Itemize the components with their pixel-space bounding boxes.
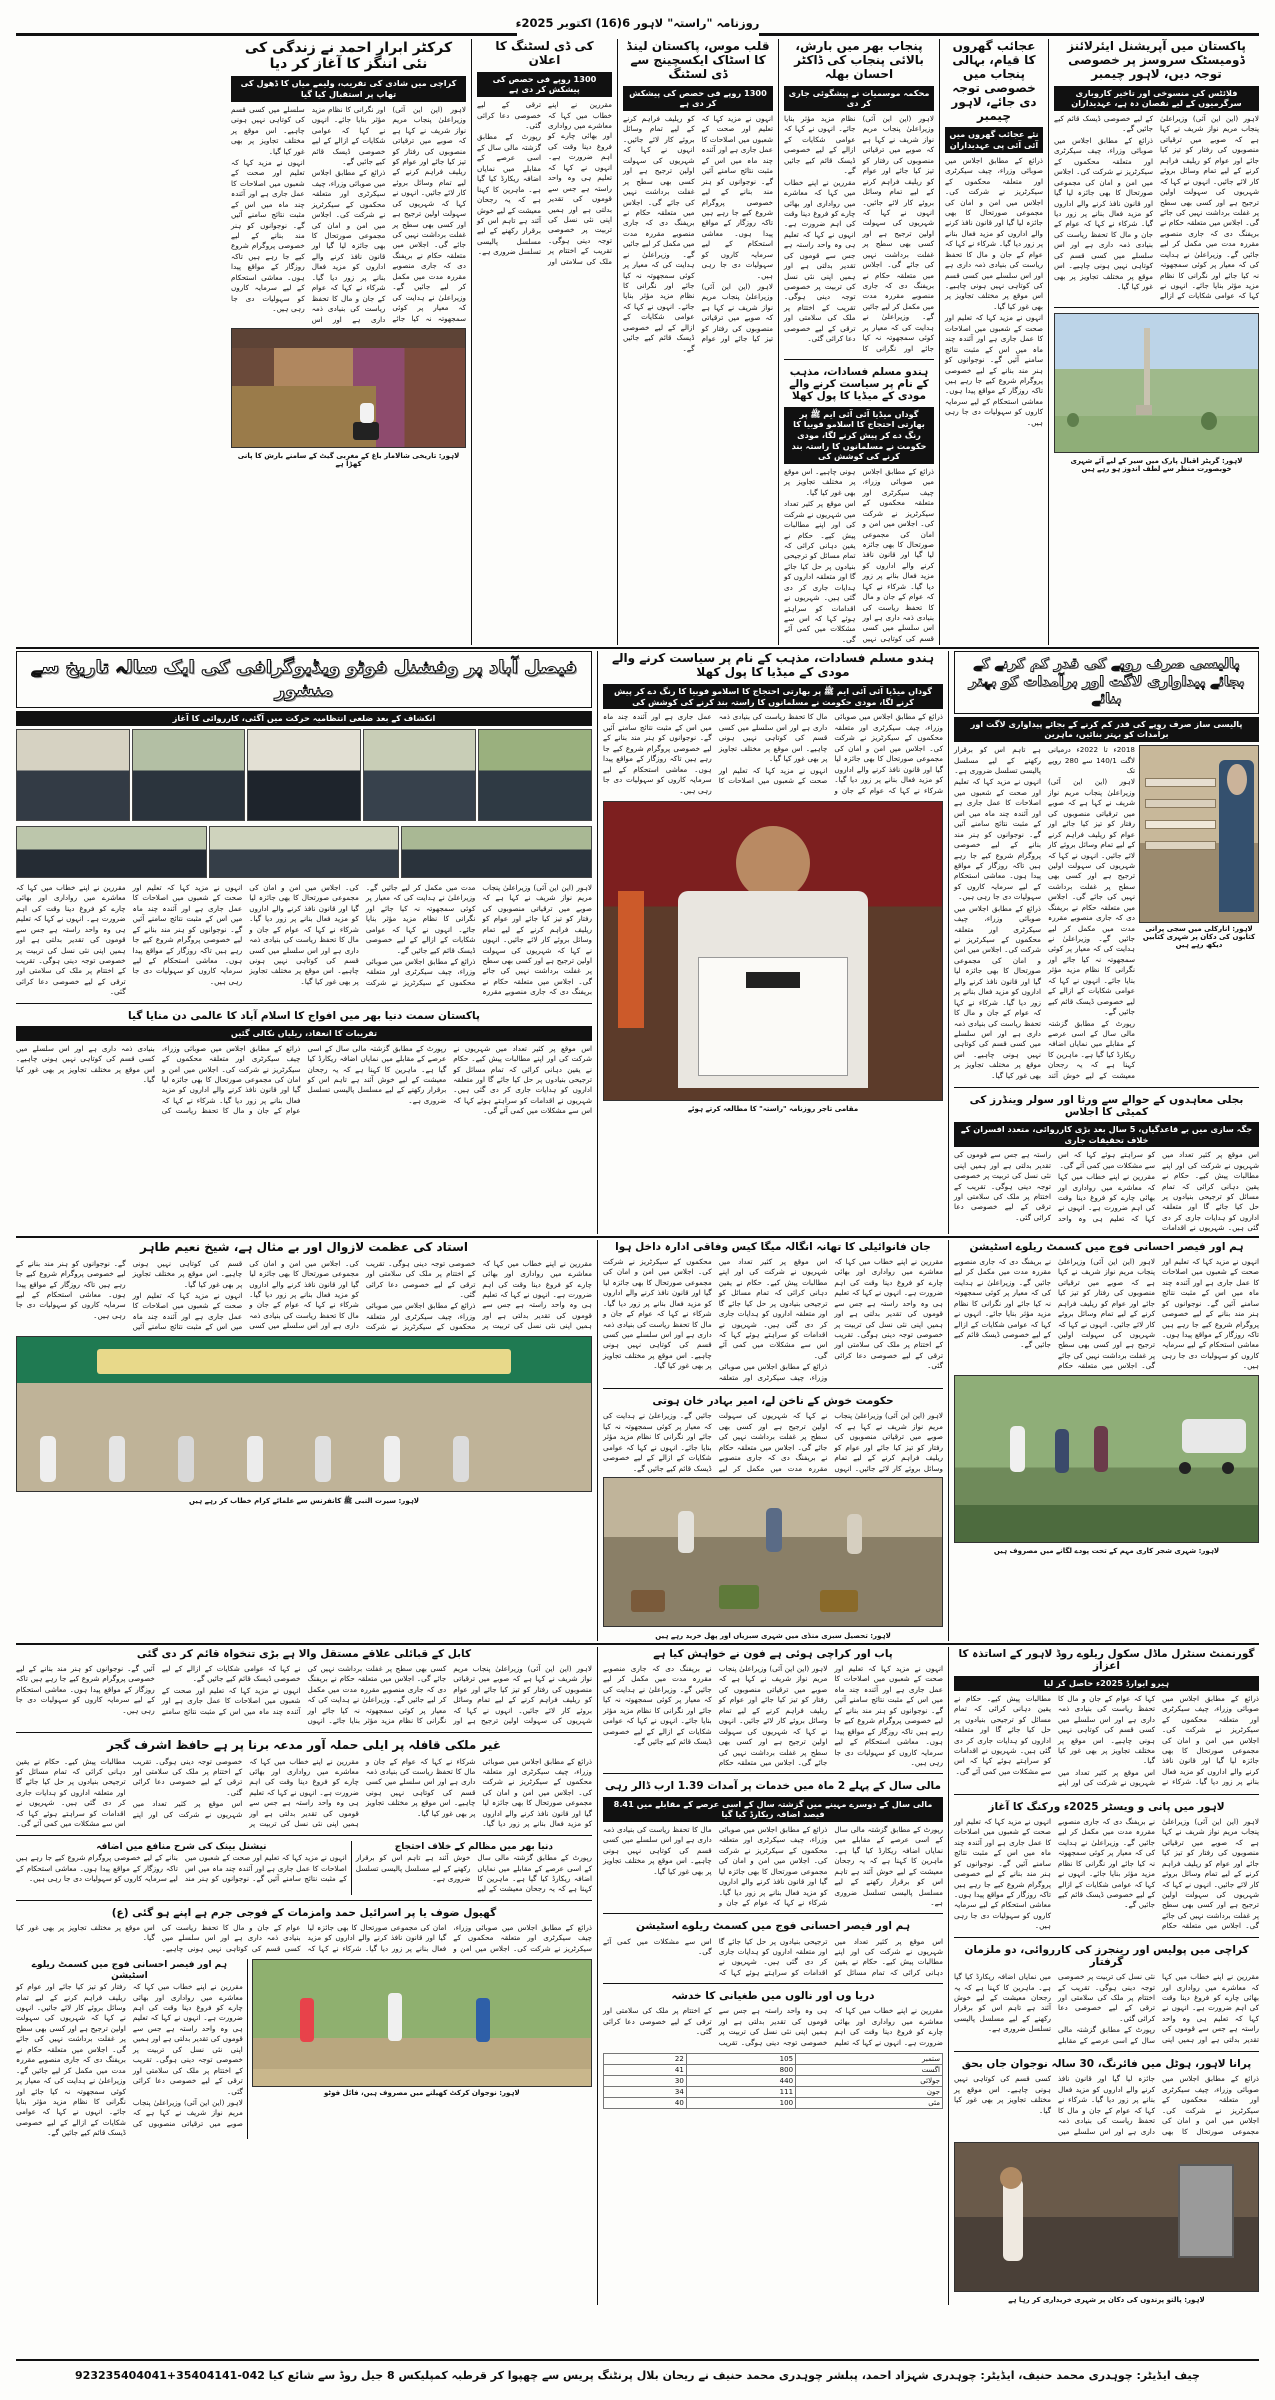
- article-paragraph: انہوں نے مزید کہا کہ تعلیم اور صحت کے شعبوں میں اصلاحات کا عمل جاری ہے اور آئندہ چند ماہ میں اس کے مثبت نتائج سامنے آئیں گے۔ نوجوانوں کو ہنر مند بنانے کے لیے خصوصی پروگرام شروع کیے جا رہے ہیں تاکہ روزگار کے مواقع پیدا ہوں۔ معاشی استحکام کے لیے سرمایہ کاروں کو سہولیات دی جا رہی ہیں۔: [16, 1853, 347, 1883]
- photo-caption: لاہور: گریٹر اقبال پارک میں سیر کے لیے آئے شہری خوبصورت منظر سے لطف اندوز ہو رہے ہیں: [1070, 457, 1243, 474]
- cell-pct: 40: [604, 2098, 687, 2109]
- column-separator: [778, 39, 779, 645]
- top-col-5: [945, 39, 1043, 645]
- article-paragraph: مقررین نے اپنے خطاب میں کہا کہ معاشرے میں رواداری اور بھائی چارے کو فروغ دینا وقت کی اہم ضرورت ہے۔ انہوں نے کہا کہ تعلیم ہی وہ واحد راستہ ہے جس سے قوموں کی تقدیر بدلتی ہے اور ہمیں اپنی نئی نسل کی تربیت پر خصوصی توجہ دینی ہوگی۔ تقریب کے اختتام پر ملک کی سلامتی اور ترقی کے لیے خصوصی دعا کرائی گئی۔: [365, 1258, 592, 1331]
- headline-policy-rupee[interactable]: پالیسی صرف روپے کی قدر کم کرنے کے بجائے پیداواری لاگت اور برآمدات کو بہتر بنائے: [968, 656, 1245, 708]
- top-col-6: [1054, 39, 1259, 645]
- article-body: [954, 1257, 1259, 1372]
- divider: [16, 1732, 592, 1733]
- article-paragraph: اس موقع پر کثیر تعداد میں شہریوں نے شرکت کی اور اپنے مطالبات پیش کیے۔ حکام نے یقین دہانی کرائی کہ تمام مسائل کو ترجیحی بنیادوں پر حل کیا جائے گا اور متعلقہ اداروں کو ہدایات جاری کر دی گئی ہیں۔ شہریوں نے اقدامات کو سراہتے ہوئے کہا کہ اس سے مشکلات میں کمی آئے گی۔: [1058, 1150, 1259, 1233]
- masthead-rule: [16, 33, 1259, 36]
- divider: [1054, 307, 1259, 308]
- sub-col-c: [16, 1959, 243, 2138]
- article-paragraph: ذرائع کے مطابق اجلاس میں صوبائی وزراء، چیف سیکرٹری اور متعلقہ محکموں کے سیکرٹریز نے شرکت کی۔ اجلاس میں امن و امان کی مجموعی صورتحال کا بھی جائزہ لیا گیا اور قانون نافذ کرنے والے اداروں کو مزید فعال بنانے پر زور دیا گیا۔ شرکاء نے کہا کہ عوام کے جان و مال کا تحفظ ریاست کی بنیادی ذمہ داری ہے اور اس سلسلے میں کسی قسم کی کوتاہی نہیں ہونی چاہیے۔ اس موقع پر مختلف تجاویز پر بھی غور کیا گیا۔: [16, 1043, 301, 1116]
- article-paragraph: رپورٹ کے مطابق گزشتہ مالی سال کے اسی عرصے کے مقابلے میں نمایاں اضافہ ریکارڈ کیا گیا ہے۔ ماہرین کا کہنا ہے کہ یہ رجحان معیشت کے لیے خوش آئند ہے تاہم اس کو برقرار رکھنے کے لیے مسلسل پالیسی تسلسل ضروری ہے۔: [954, 745, 1135, 1080]
- article-paragraph: لاہور (این این آئی) وزیراعلیٰ پنجاب مریم نواز شریف نے کہا ہے کہ صوبے میں ترقیاتی منصوبوں کی رفتار کو تیز کیا جائے اور عوام کو ریلیف فراہم کرنے کے لیے تمام وسائل بروئے کار لائے جائیں۔ انہوں نے کہا کہ شہریوں کی سہولت اولین ترجیح ہے اور کسی بھی سطح پر غفلت برداشت نہیں کی جائے گی۔ اجلاس میں متعلقہ حکام نے بریفنگ دی کہ جاری منصوبے مقررہ مدت میں مکمل کر لیے جائیں گے۔ وزیراعلیٰ نے ہدایت کی کہ معیار پر کوئی سمجھوتہ نہ کیا جائے اور نگرانی کا نظام مزید مؤثر بنایا جائے۔ انہوں نے کہا کہ عوامی شکایات کے ازالے کے لیے خصوصی ڈیسک قائم کیے جائیں گے۔: [365, 882, 592, 997]
- article-paragraph: ذرائع کے مطابق اجلاس میں صوبائی وزراء، چیف سیکرٹری اور متعلقہ محکموں کے سیکرٹریز نے شرکت کی۔ اجلاس میں امن و امان کی مجموعی صورتحال کا بھی جائزہ لیا گیا اور قانون نافذ کرنے والے اداروں کو مزید فعال بنانے پر زور دیا گیا۔ شرکاء نے کہا کہ عوام کے جان و مال کا تحفظ ریاست کی بنیادی ذمہ داری ہے اور اس سلسلے میں کسی قسم کی کوتاہی نہیں ہونی چاہیے۔ اس موقع پر مختلف تجاویز پر بھی غور کیا گیا۔: [1058, 1693, 1259, 1787]
- article-body: [603, 1664, 943, 1768]
- column-separator: [247, 1959, 248, 2138]
- headline-dunya[interactable]: دنیا بھر میں مظالم کے خلاف احتجاج: [394, 1841, 553, 1852]
- cell-value: 800: [686, 2065, 795, 2076]
- divider: [16, 1900, 592, 1901]
- article-body: [16, 1923, 592, 1954]
- article-paragraph: مقررین نے اپنے خطاب میں کہا کہ معاشرے میں رواداری اور بھائی چارے کو فروغ دینا وقت کی اہم ضرورت ہے۔ انہوں نے کہا کہ تعلیم ہی وہ واحد راستہ ہے جس سے قوموں کی تقدیر بدلتی ہے اور ہمیں اپنی نئی نسل کی تربیت پر خصوصی توجہ دینی ہوگی۔ تقریب کے اختتام پر ملک کی سلامتی اور ترقی کے لیے خصوصی دعا کرائی گئی۔: [132, 1756, 359, 1829]
- portrait-row-2: [16, 826, 592, 878]
- article-body: [784, 114, 934, 354]
- cell-month: مئی: [796, 2098, 943, 2109]
- photo-man-reading-newspaper: [603, 801, 943, 1101]
- fourth-band: [16, 1647, 1259, 2306]
- article-paragraph: لاہور (این این آئی) وزیراعلیٰ پنجاب مریم نواز شریف نے کہا ہے کہ صوبے میں ترقیاتی منصوبوں کی رفتار کو تیز کیا جائے اور عوام کو ریلیف فراہم کرنے کے لیے تمام وسائل بروئے کار لائے جائیں۔ انہوں نے کہا کہ شہریوں کی سہولت اولین ترجیح ہے اور کسی بھی سطح پر غفلت برداشت نہیں کی جائے گی۔ اجلاس میں متعلقہ حکام نے بریفنگ دی کہ جاری منصوبے مقررہ مدت میں مکمل کر لیے جائیں گے۔ وزیراعلیٰ نے ہدایت کی کہ معیار پر کوئی سمجھوتہ نہ کیا جائے اور نگرانی کا نظام مزید مؤثر بنایا جائے۔ انہوں نے کہا کہ عوامی شکایات کے ازالے کے لیے خصوصی ڈیسک قائم کیے جائیں گے۔: [1058, 1816, 1259, 1931]
- cell-month: جولائی: [796, 2076, 943, 2087]
- photo-seerat-conference: [16, 1336, 592, 1492]
- band4-col-left: [16, 1647, 592, 2306]
- headline-pakistan-world-day[interactable]: پاکستان سمت دنیا بھر میں افواج کا اسلام آباد کا عالمی دن منایا گیا: [128, 1009, 480, 1022]
- table-row: [604, 2076, 943, 2087]
- headline-tanzeem-2[interactable]: ہم اور فیصر احسانی فوج میں کسمٹ ریلوے اسٹیشن: [31, 1960, 228, 1981]
- divider: [954, 1794, 1259, 1795]
- band3-col-right: [954, 1240, 1259, 1641]
- sub-col-a: [356, 1841, 592, 1895]
- article-body: [477, 100, 612, 267]
- photo-street-scene: [954, 1375, 1259, 1543]
- article-body: [954, 1972, 1259, 2046]
- photo-caption: لاہور: تاریخی شالامار باغ کے مغربی گیٹ کے سامنے بارش کا پانی کھڑا ہے: [237, 452, 460, 469]
- cell-month: ستمبر: [796, 2054, 943, 2065]
- article-body: [954, 1817, 1259, 1932]
- article-paragraph: ذرائع کے مطابق اجلاس میں صوبائی وزراء، چیف سیکرٹری اور متعلقہ محکموں کے سیکرٹریز نے شرکت کی۔ اجلاس میں امن و امان کی مجموعی صورتحال کا بھی جائزہ لیا گیا اور قانون نافذ کرنے والے اداروں کو مزید فعال بنانے پر زور دیا گیا۔ شرکاء نے کہا کہ عوام کے جان و مال کا تحفظ ریاست کی بنیادی ذمہ داری ہے اور اس سلسلے میں کسی قسم کی کوتاہی نہیں ہونی چاہیے۔ اس موقع پر مختلف تجاویز پر بھی غور کیا گیا۔: [365, 1756, 592, 1829]
- article-paragraph: انہوں نے مزید کہا کہ تعلیم اور صحت کے شعبوں میں اصلاحات کا عمل جاری ہے اور آئندہ چند ماہ میں اس کے مثبت نتائج سامنے آئیں گے۔ نوجوانوں کو ہنر مند بنانے کے لیے خصوصی پروگرام شروع کیے جا رہے ہیں تاکہ روزگار کے مواقع پیدا ہوں۔ معاشی استحکام کے لیے سرمایہ کاروں کو سہولیات دی جا رہی ہیں۔: [954, 777, 1041, 902]
- band2-col-left: [16, 651, 592, 1233]
- policy-feature-box: [954, 651, 1259, 714]
- photo-caption: لاہور: پالتو پرندوں کی دکان پر شہری خریداری کر رہا ہے: [1008, 2296, 1205, 2305]
- headline-water-works[interactable]: لاہور میں پانی و ویسٹر 2025ء ورکنگ کا آغاز: [988, 1800, 1225, 1813]
- cell-month: اگست: [796, 2065, 943, 2076]
- article-paragraph: انہوں نے مزید کہا کہ تعلیم اور صحت کے شعبوں میں اصلاحات کا عمل جاری ہے اور آئندہ چند ماہ میں اس کے مثبت نتائج سامنے آئیں گے۔ نوجوانوں کو ہنر مند بنانے کے لیے خصوصی پروگرام شروع کیے جا رہے ہیں تاکہ روزگار کے مواقع پیدا ہوں۔ معاشی استحکام کے لیے سرمایہ کاروں کو سہولیات دی جا رہی ہیں۔: [603, 712, 828, 795]
- article-body: [356, 1853, 592, 1895]
- article-paragraph: انہوں نے مزید کہا کہ تعلیم اور صحت کے شعبوں میں اصلاحات کا عمل جاری ہے اور آئندہ چند ماہ میں اس کے مثبت نتائج سامنے آئیں گے۔ نوجوانوں کو ہنر مند بنانے کے لیے خصوصی پروگرام شروع کیے جا رہے ہیں تاکہ روزگار کے مواقع پیدا ہوں۔ معاشی استحکام کے لیے سرمایہ کاروں کو سہولیات دی جا رہی ہیں۔: [231, 157, 305, 314]
- photo-caption: لاہور: سیرت النبی ﷺ کانفرنس سے علمائے کرام خطاب کر رہے ہیں: [188, 1497, 420, 1506]
- headline-abrar-ahmed[interactable]: کرکٹر ابرار احمد نے زندگی کی نئی اننگز کا آغاز کر دیا: [244, 40, 453, 73]
- article-body: [603, 1937, 943, 1979]
- column-separator: [471, 39, 472, 645]
- cell-pct: 34: [604, 2087, 687, 2098]
- headline-pak-airlines[interactable]: پاکستان میں آپریشنل ایئرلائنز ڈومیسٹک سروسز پر خصوصی توجہ دیں، لاہور چیمبر: [1067, 39, 1246, 81]
- sports-photo-wrap: [252, 1959, 592, 2138]
- article-paragraph: انہوں نے مزید کہا کہ تعلیم اور صحت کے شعبوں میں اصلاحات کا عمل جاری ہے اور آئندہ چند ماہ میں اس کے مثبت نتائج سامنے آئیں گے۔ نوجوانوں کو ہنر مند بنانے کے لیے خصوصی پروگرام شروع کیے جا رہے ہیں تاکہ روزگار کے مواقع پیدا ہوں۔ معاشی استحکام کے لیے سرمایہ کاروں کو سہولیات دی جا رہی ہیں۔: [834, 1664, 943, 1767]
- table-row: [604, 2098, 943, 2109]
- article-paragraph: انہوں نے مزید کہا کہ تعلیم اور صحت کے شعبوں میں اصلاحات کا عمل جاری ہے اور آئندہ چند ماہ میں اس کے مثبت نتائج سامنے آئیں گے۔ نوجوانوں کو ہنر مند بنانے کے لیے خصوصی پروگرام شروع کیے جا رہے ہیں تاکہ روزگار کے مواقع پیدا ہوں۔ معاشی استحکام کے لیے سرمایہ کاروں کو سہولیات دی جا رہی ہیں۔: [954, 1816, 1051, 1931]
- article-paragraph: مقررین نے اپنے خطاب میں کہا کہ معاشرے میں رواداری اور بھائی چارے کو فروغ دینا وقت کی اہم ضرورت ہے۔ انہوں نے کہا کہ تعلیم ہی وہ واحد راستہ ہے جس سے قوموں کی تقدیر بدلتی ہے اور ہمیں اپنی نئی نسل کی تربیت پر خصوصی توجہ دینی ہوگی۔ تقریب کے اختتام پر ملک کی سلامتی اور ترقی کے لیے خصوصی دعا کرائی گئی۔: [784, 177, 856, 344]
- divider: [603, 1913, 943, 1914]
- strap-pak-airlines: فلائٹس کی منسوخی اور تاخیر کاروباری سرگرمیوں کے لیے نقصان دہ ہے، عہدیداران: [1054, 86, 1259, 111]
- band2-col-right: [954, 651, 1259, 1233]
- article-paragraph: مقررین نے اپنے خطاب میں کہا کہ معاشرے میں رواداری اور بھائی چارے کو فروغ دینا وقت کی اہم ضرورت ہے۔ انہوں نے کہا کہ تعلیم ہی وہ واحد راستہ ہے جس سے قوموں کی تقدیر بدلتی ہے اور ہمیں اپنی نئی نسل کی تربیت پر خصوصی توجہ دینی ہوگی۔ تقریب کے اختتام پر ملک کی سلامتی اور ترقی کے لیے خصوصی دعا کرائی گئی۔: [603, 2006, 943, 2047]
- article-paragraph: ذرائع کے مطابق اجلاس میں صوبائی وزراء، چیف سیکرٹری اور متعلقہ محکموں کے سیکرٹریز نے شرکت کی۔ اجلاس میں امن و امان کی مجموعی صورتحال کا بھی جائزہ لیا گیا اور قانون نافذ کرنے والے اداروں کو مزید فعال بنانے پر زور دیا گیا۔ شرکاء نے کہا کہ عوام کے جان و مال کا تحفظ ریاست کی بنیادی ذمہ داری ہے اور اس سلسلے میں کسی قسم کی کوتاہی نہیں ہونی چاہیے۔ اس موقع پر مختلف تجاویز پر بھی غور کیا گیا۔: [954, 2074, 1259, 2136]
- article-body: [945, 156, 1043, 429]
- top-band: [16, 39, 1259, 645]
- headline-stock-delisting[interactable]: قلب موس، پاکستان لینڈ کا اسٹاک ایکسچینج سے ڈی لسٹنگ: [626, 39, 770, 81]
- band2-col-centre: [603, 651, 943, 1233]
- portrait: [209, 826, 400, 878]
- article-body: [954, 1694, 1259, 1789]
- article-paragraph: انہوں نے مزید کہا کہ تعلیم اور صحت کے شعبوں میں اصلاحات کا عمل جاری ہے اور آئندہ چند ماہ میں اس کے مثبت نتائج سامنے آئیں گے۔ نوجوانوں کو ہنر مند بنانے کے لیے خصوصی پروگرام شروع کیے جا رہے ہیں تاکہ روزگار کے مواقع پیدا ہوں۔ معاشی استحکام کے لیے سرمایہ کاروں کو سہولیات دی جا رہی ہیں۔: [16, 1664, 301, 1716]
- portrait-row-1: [16, 729, 592, 821]
- article-body: [16, 883, 592, 998]
- article-paragraph: لاہور (این این آئی) وزیراعلیٰ پنجاب مریم نواز شریف نے کہا ہے کہ صوبے میں ترقیاتی منصوبوں کی رفتار کو تیز کیا جائے اور عوام کو ریلیف فراہم کرنے کے لیے تمام وسائل بروئے کار لائے جائیں۔ انہوں نے کہا کہ شہریوں کی سہولت اولین ترجیح ہے اور کسی بھی سطح پر غفلت برداشت نہیں کی جائے گی۔ اجلاس میں متعلقہ حکام نے بریفنگ دی کہ جاری منصوبے مقررہ مدت میں مکمل کر لیے جائیں گے۔ وزیراعلیٰ نے ہدایت کی کہ معیار پر کوئی سمجھوتہ نہ کیا جائے اور نگرانی کا نظام مزید مؤثر بنایا جائے۔ انہوں نے کہا کہ عوامی شکایات کے ازالے کے لیے خصوصی ڈیسک قائم کیے جائیں گے۔: [1048, 777, 1135, 1017]
- cell-month: جون: [796, 2087, 943, 2098]
- column-separator: [948, 651, 949, 1233]
- cell-pct: 30: [604, 2076, 687, 2087]
- strap-faisalabad-video: انکشاف کے بعد ضلعی انتظامیہ حرکت میں آگئی، کارروائی کا آغاز: [16, 711, 592, 726]
- headline-budget-services[interactable]: مالی سال کے پہلے 2 ماہ میں خدمات پر آمدات 1.39 ارب ڈالر رہی: [605, 1780, 941, 1793]
- article-paragraph: لاہور (این این آئی) وزیراعلیٰ پنجاب مریم نواز شریف نے کہا ہے کہ صوبے میں ترقیاتی منصوبوں کی رفتار کو تیز کیا جائے اور عوام کو ریلیف فراہم کرنے کے لیے تمام وسائل بروئے کار لائے جائیں۔ انہوں نے کہا کہ شہریوں کی سہولت اولین ترجیح ہے اور کسی بھی سطح پر غفلت برداشت نہیں کی جائے گی۔ اجلاس میں متعلقہ حکام نے بریفنگ دی کہ جاری منصوبے مقررہ مدت میں مکمل کر لیے جائیں گے۔ وزیراعلیٰ نے ہدایت کی کہ معیار پر کوئی سمجھوتہ نہ کیا جائے اور نگرانی کا نظام مزید مؤثر بنایا جائے۔ انہوں نے کہا کہ عوامی شکایات کے ازالے کے لیے خصوصی ڈیسک قائم کیے جائیں گے۔: [623, 114, 773, 353]
- portrait: [247, 729, 361, 821]
- headline-delisting-announce[interactable]: کی ڈی لسٹنگ کا اعلان: [495, 39, 594, 67]
- article-paragraph: اس موقع پر کثیر تعداد میں شہریوں نے شرکت کی اور اپنے مطالبات پیش کیے۔ حکام نے یقین دہانی کرائی کہ تمام مسائل کو ترجیحی بنیادوں پر حل کیا جائے گا اور متعلقہ اداروں کو ہدایات جاری کر دی گئی ہیں۔ شہریوں نے اقدامات کو سراہتے ہوئے کہا کہ اس سے مشکلات میں کمی آئے گی۔: [954, 1693, 1155, 1788]
- article-paragraph: لاہور (این این آئی) وزیراعلیٰ پنجاب مریم نواز شریف نے کہا ہے کہ صوبے میں ترقیاتی منصوبوں کی رفتار کو تیز کیا جائے اور عوام کو ریلیف فراہم کرنے کے لیے تمام وسائل بروئے کار لائے جائیں۔ انہوں نے کہا کہ شہریوں کی سہولت اولین ترجیح ہے اور کسی بھی سطح پر غفلت برداشت نہیں کی جائے گی۔ اجلاس میں متعلقہ حکام نے بریفنگ دی کہ جاری منصوبے مقررہ مدت میں مکمل کر لیے جائیں گے۔ وزیراعلیٰ نے ہدایت کی کہ معیار پر کوئی سمجھوتہ نہ کیا جائے اور نگرانی کا نظام مزید مؤثر بنایا جائے۔ انہوں نے کہا کہ عوامی شکایات کے ازالے کے لیے خصوصی ڈیسک قائم کیے جائیں گے۔: [16, 1982, 243, 2138]
- strap-pakistan-world-day: تقریبات کا انعقاد، ریلیاں نکالی گئیں: [16, 1026, 592, 1041]
- table-row: [604, 2065, 943, 2076]
- article-paragraph: مقررین نے اپنے خطاب میں کہا کہ معاشرے میں رواداری اور بھائی چارے کو فروغ دینا وقت کی اہم ضرورت ہے۔ انہوں نے کہا کہ تعلیم ہی وہ واحد راستہ ہے جس سے قوموں کی تقدیر بدلتی ہے اور ہمیں اپنی نئی نسل کی تربیت پر خصوصی توجہ دینی ہوگی۔ تقریب کے اختتام پر ملک کی سلامتی اور ترقی کے لیے خصوصی دعا کرائی گئی۔: [954, 1150, 1155, 1223]
- rule-left: [759, 33, 1260, 36]
- article-body: [603, 1257, 943, 1383]
- photo-caption: لاہور: انارکلی میں سجی پرانی کتابوں کی دکان پر شہری کتابیں دیکھ رہے ہیں: [1142, 924, 1256, 949]
- headline-hukumat[interactable]: حکومت خوش کے ناخن لے، امیر بہادر خان ہوتی: [652, 1395, 894, 1408]
- divider: [954, 1937, 1259, 1938]
- column-separator: [617, 39, 618, 645]
- article-paragraph: رپورٹ کے مطابق گزشتہ مالی سال کے اسی عرصے کے مقابلے میں نمایاں اضافہ ریکارڈ کیا گیا ہے۔ ماہرین کا کہنا ہے کہ یہ رجحان معیشت کے لیے خوش آئند ہے تاہم اس کو برقرار رکھنے کے لیے مسلسل پالیسی تسلسل ضروری ہے۔: [477, 132, 541, 257]
- band-divider: [16, 1643, 1259, 1645]
- article-body: [623, 114, 773, 354]
- cell-value: 105: [686, 2054, 795, 2065]
- photo-minar-pakistan: [1054, 313, 1259, 453]
- strap-hindu-muslim-centre: گوداں میڈیا آئی آئی ایم ﷺ پر بھارتی احتجاج کا اسلامو فوبیا کا رنگ دے کر پیش کرنے لگا، مودی حکومت نے مسلمانوں کا راستہ بند کرنے کی کوشش کی: [603, 684, 943, 709]
- article-body: [16, 1853, 347, 1885]
- article-paragraph: اس موقع پر کثیر تعداد میں شہریوں نے شرکت کی اور اپنے مطالبات پیش کیے۔ حکام نے یقین دہانی کرائی کہ تمام مسائل کو ترجیحی بنیادوں پر حل کیا جائے گا اور متعلقہ اداروں کو ہدایات جاری کر دی گئی ہیں۔ شہریوں نے اقدامات کو سراہتے ہوئے کہا کہ اس سے مشکلات میں کمی آئے گی۔: [784, 499, 856, 644]
- masthead: روزنامہ "راستہ" لاہور 6(16) اکتوبر 2025ء: [515, 16, 760, 30]
- article-paragraph: رپورٹ کے مطابق گزشتہ مالی سال کے اسی عرصے کے مقابلے میں نمایاں اضافہ ریکارڈ کیا گیا ہے۔ ماہرین کا کہنا ہے کہ یہ رجحان معیشت کے لیے خوش آئند ہے تاہم اس کو برقرار رکھنے کے لیے مسلسل پالیسی تسلسل ضروری ہے۔: [307, 1043, 447, 1105]
- article-paragraph: اس موقع پر کثیر تعداد میں شہریوں نے شرکت کی اور اپنے مطالبات پیش کیے۔ حکام نے یقین دہانی کرائی کہ تمام مسائل کو ترجیحی بنیادوں پر حل کیا جائے گا اور متعلقہ اداروں کو ہدایات جاری کر دی گئی ہیں۔ شہریوں نے اقدامات کو سراہتے ہوئے کہا کہ اس سے مشکلات میں کمی آئے گی۔: [16, 1756, 243, 1829]
- portrait: [16, 729, 130, 821]
- article-paragraph: مقررین نے اپنے خطاب میں کہا کہ معاشرے میں رواداری اور بھائی چارے کو فروغ دینا وقت کی اہم ضرورت ہے۔ انہوں نے کہا کہ تعلیم ہی وہ واحد راستہ ہے جس سے قوموں کی تقدیر بدلتی ہے اور ہمیں اپنی نئی نسل کی تربیت پر خصوصی توجہ دینی ہوگی۔ تقریب کے اختتام پر ملک کی سلامتی اور ترقی کے لیے خصوصی دعا کرائی گئی۔: [477, 100, 612, 266]
- sub-row: [16, 1841, 592, 1895]
- headline-kabul-convoy[interactable]: غیر ملکی قافلہ پر ایلی حملہ آور مدعہ برنا پر ہے حافظ اشرف گجر: [106, 1737, 502, 1752]
- article-body: [954, 2074, 1259, 2137]
- article-paragraph: ذرائع کے مطابق اجلاس میں صوبائی وزراء، چیف سیکرٹری اور متعلقہ محکموں کے سیکرٹریز نے شرکت کی۔ اجلاس میں امن و امان کی مجموعی صورتحال کا بھی جائزہ لیا گیا اور قانون نافذ کرنے والے اداروں کو مزید فعال بنانے پر زور دیا گیا۔ شرکاء نے کہا کہ عوام کے جان و مال کا تحفظ ریاست کی بنیادی ذمہ داری ہے اور اس سلسلے میں کسی قسم کی کوتاہی نہیں ہونی چاہیے۔ اس موقع پر مختلف تجاویز پر بھی غور کیا گیا۔: [249, 882, 476, 987]
- strap-hindu-muslim: گوداں میڈیا آئی آئی ایم ﷺ پر بھارتی احتجاج کا اسلامو فوبیا کا رنگ دے کر پیش کرنے لگا، مودی حکومت نے مسلمانوں کا راستہ بند کرنے کی کوشش کی: [784, 407, 934, 464]
- article-paragraph: انہوں نے مزید کہا کہ تعلیم اور صحت کے شعبوں میں اصلاحات کا عمل جاری ہے اور آئندہ چند ماہ میں اس کے مثبت نتائج سامنے آئیں گے۔ نوجوانوں کو ہنر مند بنانے کے لیے خصوصی پروگرام شروع کیے جا رہے ہیں تاکہ روزگار کے مواقع پیدا ہوں۔ معاشی استحکام کے لیے سرمایہ کاروں کو سہولیات دی جا رہی ہیں۔: [132, 882, 243, 986]
- top-col-3: [623, 39, 773, 645]
- strap-policy: پالیسی ساز صرف روپے کی قدر کم کرنے کے بجائے پیداواری لاگت اور برآمدات کو بہتر بنائیں، ماہرین: [954, 717, 1259, 742]
- article-paragraph: رپورٹ کے مطابق گزشتہ مالی سال کے اسی عرصے کے مقابلے میں نمایاں اضافہ ریکارڈ کیا گیا ہے۔ ماہرین کا کہنا ہے کہ یہ رجحان معیشت کے لیے خوش آئند ہے تاہم اس کو برقرار رکھنے کے لیے مسلسل پالیسی تسلسل ضروری ہے۔: [834, 1824, 943, 1907]
- article-paragraph: انہوں نے مزید کہا کہ تعلیم اور صحت کے شعبوں میں اصلاحات کا عمل جاری ہے اور آئندہ چند ماہ میں اس کے مثبت نتائج سامنے آئیں گے۔ نوجوانوں کو ہنر مند بنانے کے لیے خصوصی پروگرام شروع کیے جا رہے ہیں تاکہ روزگار کے مواقع پیدا ہوں۔ معاشی استحکام کے لیے سرمایہ کاروں کو سہولیات دی جا رہی ہیں۔: [1162, 1256, 1259, 1371]
- headline-karachi-police[interactable]: کراچی میں پولیس اور رینجرز کی کارروائی، دو ملزمان گرفتار: [964, 1943, 1249, 1968]
- divider: [603, 1388, 943, 1389]
- cell-pct: 41: [604, 2065, 687, 2076]
- headline-museums[interactable]: عجائب گھروں کا قیام، بہالی پنجاب میں خصوصی توجہ دی جائے، لاہور چیمبر: [951, 39, 1037, 123]
- article-body: [603, 1825, 943, 1909]
- portrait: [132, 729, 246, 821]
- article-paragraph: لاہور (این این آئی) وزیراعلیٰ پنجاب مریم نواز شریف نے کہا ہے کہ صوبے میں ترقیاتی منصوبوں کی رفتار کو تیز کیا جائے اور عوام کو ریلیف فراہم کرنے کے لیے تمام وسائل بروئے کار لائے جائیں۔ انہوں نے کہا کہ شہریوں کی سہولت اولین ترجیح ہے اور کسی بھی سطح پر غفلت برداشت نہیں کی جائے گی۔ اجلاس میں متعلقہ حکام نے بریفنگ دی کہ جاری منصوبے مقررہ مدت میں مکمل کر لیے جائیں گے۔ وزیراعلیٰ نے ہدایت کی کہ معیار پر کوئی سمجھوتہ نہ کیا جائے اور نگرانی کا نظام مزید مؤثر بنایا جائے۔ انہوں نے کہا کہ عوامی شکایات کے ازالے کے لیے خصوصی ڈیسک قائم کیے جائیں گے۔: [603, 1664, 828, 1767]
- article-body: [603, 712, 943, 796]
- column-separator: [597, 1647, 598, 2306]
- strap-gov-school: ہیرو ایوارڈ 2025ء حاصل کر لیا: [954, 1676, 1259, 1691]
- headline-old-lahore-firing[interactable]: پرانا لاہور، ہوٹل میں فائرنگ، 30 سالہ نوجوان جاں بحق: [961, 2058, 1252, 2071]
- article-paragraph: ذرائع کے مطابق اجلاس میں صوبائی وزراء، چیف سیکرٹری اور متعلقہ محکموں کے سیکرٹریز نے شرکت کی۔ اجلاس میں امن و امان کی مجموعی صورتحال کا بھی جائزہ لیا گیا اور قانون نافذ کرنے والے اداروں کو مزید فعال بنانے پر زور دیا گیا۔ شرکاء نے کہا کہ عوام کے جان و مال کا تحفظ ریاست کی بنیادی ذمہ داری ہے اور اس سلسلے میں کسی قسم کی کوتاہی نہیں ہونی چاہیے۔ اس موقع پر مختلف تجاویز پر بھی غور کیا گیا۔: [954, 903, 1041, 1080]
- article-body: [16, 1757, 592, 1830]
- strap-bujur: جگہ سازی میں بے قاعدگیاں، 5 سال بعد بڑی کارروائی، متعدد افسران کے خلاف تحقیقات جاری: [954, 1122, 1259, 1147]
- headline-court-notice[interactable]: جان فانوائیلی کا تھانہ انگالہ میگا کیس وفاقی ادارہ داخل ہوا: [615, 1240, 931, 1253]
- strap-museums: نئے عجائب گھروں میں آئی آئی پی عہدیداران: [945, 127, 1043, 152]
- strap-delisting: 1300 روپے فی حصص کی پیشکش کر دی ہے: [477, 72, 612, 97]
- article-body: [16, 1259, 592, 1333]
- headline-bujur[interactable]: بجلی معاہدوں کے حوالے سے ورثا اور سولر وینڈرز کی کمیٹی کا اجلاس: [969, 1093, 1244, 1118]
- headline-faisalabad-video[interactable]: فیصل آباد پر وفشنل فوٹو ویڈیوگرافی کی ایک سالہ تاریخ سے منشور: [30, 657, 578, 701]
- headline-ghazwa[interactable]: گھیول ضوف یا پر اسرائیل حمد وامزمات کے فوجی جرم ہے اپنے ہو گئی (ع): [111, 1906, 497, 1919]
- article-paragraph: رپورٹ کے مطابق گزشتہ مالی سال کے اسی عرصے کے مقابلے میں نمایاں اضافہ ریکارڈ کیا گیا ہے۔ ماہرین کا کہنا ہے کہ یہ رجحان معیشت کے لیے خوش آئند ہے تاہم اس کو برقرار رکھنے کے لیے مسلسل پالیسی تسلسل ضروری ہے۔: [954, 1972, 1155, 2045]
- third-band: [16, 1240, 1259, 1641]
- rule-right: [16, 33, 517, 36]
- divider: [954, 2051, 1259, 2052]
- article-paragraph: ذرائع کے مطابق اجلاس میں صوبائی وزراء، چیف سیکرٹری اور متعلقہ محکموں کے سیکرٹریز نے شرکت کی۔ اجلاس میں امن و امان کی مجموعی صورتحال کا بھی جائزہ لیا گیا اور قانون نافذ کرنے والے اداروں کو مزید فعال بنانے پر زور دیا گیا۔ شرکاء نے کہا کہ عوام کے جان و مال کا تحفظ ریاست کی بنیادی ذمہ داری ہے اور اس سلسلے میں کسی قسم کی کوتاہی نہیں ہونی چاہیے۔ اس موقع پر مختلف تجاویز پر بھی غور کیا گیا۔: [1054, 135, 1153, 292]
- headline-punjab-edu[interactable]: پاب اور کراچی ہوئی ہے فون نے خواہش کیا ہے: [653, 1647, 893, 1660]
- footer-imprint: چیف ایڈیٹر: چوہدری محمد حنیف، ایڈیٹر: چوہدری شہزاد احمد، پبلشر چوہدری محمد حنیف نے ریحان بلال پرنٹنگ پریس سے چھپوا کر قرطبہ کمپلیکس 8 جیل روڈ سے شائع کیا 042-35404141+923235404041: [75, 2369, 1200, 2382]
- strap-abrar-ahmed: کراچی میں شادی کی تقریب، ولیمے میاں کا ڈھول کی تھاپ پر استقبال کیا گیا: [231, 76, 466, 101]
- article-paragraph: ذرائع کے مطابق اجلاس میں صوبائی وزراء، چیف سیکرٹری اور متعلقہ محکموں کے سیکرٹریز نے شرکت کی۔ اجلاس میں امن و امان کی مجموعی صورتحال کا بھی جائزہ لیا گیا اور قانون نافذ کرنے والے اداروں کو مزید فعال بنانے پر زور دیا گیا۔ شرکاء نے کہا کہ عوام کے جان و مال کا تحفظ ریاست کی بنیادی ذمہ داری ہے اور اس سلسلے میں کسی قسم کی کوتاہی نہیں ہونی چاہیے۔ اس موقع پر مختلف تجاویز پر بھی غور کیا گیا۔: [784, 466, 934, 643]
- divider: [603, 1983, 943, 1984]
- band3-col-left: [16, 1240, 592, 1641]
- cell-value: 100: [686, 2098, 795, 2109]
- column-separator: [948, 1647, 949, 2306]
- table-row: [604, 2054, 943, 2065]
- divider: [954, 1087, 1259, 1088]
- portrait: [478, 729, 592, 821]
- article-paragraph: ذرائع کے مطابق اجلاس میں صوبائی وزراء، چیف سیکرٹری اور متعلقہ محکموں کے سیکرٹریز نے شرکت کی۔ اجلاس میں امن و امان کی مجموعی صورتحال کا بھی جائزہ لیا گیا اور قانون نافذ کرنے والے اداروں کو مزید فعال بنانے پر زور دیا گیا۔ شرکاء نے کہا کہ عوام کے جان و مال کا تحفظ ریاست کی بنیادی ذمہ داری ہے اور اس سلسلے میں کسی قسم کی کوتاہی نہیں ہونی چاہیے۔ اس موقع پر مختلف تجاویز پر بھی غور کیا گیا۔: [231, 104, 386, 324]
- top-col-1: [231, 39, 466, 645]
- footer: [16, 2359, 1259, 2382]
- article-paragraph: لاہور (این این آئی) وزیراعلیٰ پنجاب مریم نواز شریف نے کہا ہے کہ صوبے میں ترقیاتی منصوبوں کی رفتار کو تیز کیا جائے اور عوام کو ریلیف فراہم کرنے کے لیے تمام وسائل بروئے کار لائے جائیں۔ انہوں نے کہا کہ شہریوں کی سہولت اولین ترجیح ہے اور کسی بھی سطح پر غفلت برداشت نہیں کی جائے گی۔ اجلاس میں متعلقہ حکام نے بریفنگ دی کہ جاری منصوبے مقررہ مدت میں مکمل کر لیے جائیں گے۔ وزیراعلیٰ نے ہدایت کی کہ معیار پر کوئی سمجھوتہ نہ کیا جائے اور نگرانی کا نظام مزید مؤثر بنایا جائے۔ انہوں نے کہا کہ عوامی شکایات کے ازالے کے لیے خصوصی ڈیسک قائم کیے جائیں گے۔: [603, 1411, 943, 1473]
- article-paragraph: ذرائع کے مطابق اجلاس میں صوبائی وزراء، چیف سیکرٹری اور متعلقہ محکموں کے سیکرٹریز نے شرکت کی۔ اجلاس میں امن و امان کی مجموعی صورتحال کا بھی جائزہ لیا گیا اور قانون نافذ کرنے والے اداروں کو مزید فعال بنانے پر زور دیا گیا۔ شرکاء نے کہا کہ عوام کے جان و مال کا تحفظ ریاست کی بنیادی ذمہ داری ہے اور اس سلسلے میں کسی قسم کی کوتاہی نہیں ہونی چاہیے۔ اس موقع پر مختلف تجاویز پر بھی غور کیا گیا۔: [945, 155, 1043, 311]
- article-paragraph: مقررین نے اپنے خطاب میں کہا کہ معاشرے میں رواداری اور بھائی چارے کو فروغ دینا وقت کی اہم ضرورت ہے۔ انہوں نے کہا کہ تعلیم ہی وہ واحد راستہ ہے جس سے قوموں کی تقدیر بدلتی ہے اور ہمیں اپنی نئی نسل کی تربیت پر خصوصی توجہ دینی ہوگی۔ تقریب کے اختتام پر ملک کی سلامتی اور ترقی کے لیے خصوصی دعا کرائی گئی۔: [1058, 1972, 1259, 2044]
- article-body: [784, 467, 934, 645]
- photo-caption: لاہور: تحصیل سبزی منڈی میں شہری سبزیاں اور پھل خرید رہے ہیں: [655, 1631, 891, 1640]
- article-paragraph: ذرائع کے مطابق اجلاس میں صوبائی وزراء، چیف سیکرٹری اور متعلقہ محکموں کے سیکرٹریز نے شرکت کی۔ اجلاس میں امن و امان کی مجموعی صورتحال کا بھی جائزہ لیا گیا اور قانون نافذ کرنے والے اداروں کو مزید فعال بنانے پر زور دیا گیا۔ شرکاء نے کہا کہ عوام کے جان و مال کا تحفظ ریاست کی بنیادی ذمہ داری ہے اور اس سلسلے میں کسی قسم کی کوتاہی نہیں ہونی چاہیے۔ اس موقع پر مختلف تجاویز پر بھی غور کیا گیا۔: [16, 1922, 592, 1953]
- divider: [16, 1835, 592, 1836]
- band-divider: [16, 647, 1259, 649]
- article-paragraph: ذرائع کے مطابق اجلاس میں صوبائی وزراء، چیف سیکرٹری اور متعلقہ محکموں کے سیکرٹریز نے شرکت کی۔ اجلاس میں امن و امان کی مجموعی صورتحال کا بھی جائزہ لیا گیا اور قانون نافذ کرنے والے اداروں کو مزید فعال بنانے پر زور دیا گیا۔ شرکاء نے کہا کہ عوام کے جان و مال کا تحفظ ریاست کی بنیادی ذمہ داری ہے اور اس سلسلے میں کسی قسم کی کوتاہی نہیں ہونی چاہیے۔ اس موقع پر مختلف تجاویز پر بھی غور کیا گیا۔: [718, 712, 943, 795]
- article-paragraph: لاہور (این این آئی) وزیراعلیٰ پنجاب مریم نواز شریف نے کہا ہے کہ صوبے میں ترقیاتی منصوبوں کی رفتار کو تیز کیا جائے اور عوام کو ریلیف فراہم کرنے کے لیے تمام وسائل بروئے کار لائے جائیں۔ انہوں نے کہا کہ شہریوں کی سہولت اولین ترجیح ہے اور کسی بھی سطح پر غفلت برداشت نہیں کی جائے گی۔ اجلاس میں متعلقہ حکام نے بریفنگ دی کہ جاری منصوبے مقررہ مدت میں مکمل کر لیے جائیں گے۔ وزیراعلیٰ نے ہدایت کی کہ معیار پر کوئی سمجھوتہ نہ کیا جائے اور نگرانی کا نظام مزید مؤثر بنایا جائے۔ انہوں نے کہا کہ عوامی شکایات کے ازالے کے لیے خصوصی ڈیسک قائم کیے جائیں گے۔: [161, 1664, 592, 1726]
- photo-caption: مقامی تاجر روزنامہ "راستہ" کا مطالعہ کرتے ہوئے: [687, 1105, 859, 1114]
- headline-hindu-muslim-centre[interactable]: ہندو مسلم فسادات، مذہب کے نام پر سیاست کرنے والے مودی کے میڈیا کا پول کھلا: [611, 651, 934, 680]
- article-body: [954, 745, 1135, 1082]
- photo-vegetable-market: [603, 1477, 943, 1627]
- article-paragraph: 2018ء تا 2022ء درمیانی لاگت 140/1 سے 280 روپے تک: [1048, 745, 1136, 776]
- divider: [16, 1003, 592, 1004]
- second-band: [16, 651, 1259, 1233]
- photo-cricket-players: [252, 1959, 592, 2087]
- strap-punjab-rain: محکمہ موسمیات نے پیشگوئی جاری کر دی: [784, 86, 934, 111]
- article-paragraph: انہوں نے مزید کہا کہ تعلیم اور صحت کے شعبوں میں اصلاحات کا عمل جاری ہے اور آئندہ چند ماہ میں اس کے مثبت نتائج سامنے آئیں گے۔ نوجوانوں کو ہنر مند بنانے کے لیے خصوصی پروگرام شروع کیے جا رہے ہیں تاکہ روزگار کے مواقع پیدا ہوں۔ معاشی استحکام کے لیے سرمایہ کاروں کو سہولیات دی جا رہی ہیں۔: [945, 313, 1043, 427]
- article-paragraph: ذرائع کے مطابق اجلاس میں صوبائی وزراء، چیف سیکرٹری اور متعلقہ محکموں کے سیکرٹریز نے شرکت کی۔ اجلاس میں امن و امان کی مجموعی صورتحال کا بھی جائزہ لیا گیا اور قانون نافذ کرنے والے اداروں کو مزید فعال بنانے پر زور دیا گیا۔ شرکاء نے کہا کہ عوام کے جان و مال کا تحفظ ریاست کی بنیادی ذمہ داری ہے اور اس سلسلے میں کسی قسم کی کوتاہی نہیں ہونی چاہیے۔ اس موقع پر مختلف تجاویز پر بھی غور کیا گیا۔: [603, 1824, 828, 1907]
- footer-rule: [16, 2359, 1259, 2361]
- article-paragraph: اس موقع پر کثیر تعداد میں شہریوں نے شرکت کی اور اپنے مطالبات پیش کیے۔ حکام نے یقین دہانی کرائی کہ تمام مسائل کو ترجیحی بنیادوں پر حل کیا جائے گا اور متعلقہ اداروں کو ہدایات جاری کر دی گئی ہیں۔ شہریوں نے اقدامات کو سراہتے ہوئے کہا کہ اس سے مشکلات میں کمی آئے گی۔: [603, 1936, 943, 1977]
- top-col-2: [477, 39, 612, 645]
- photo-old-books-stall: [1139, 745, 1259, 923]
- stats-table: [603, 2053, 943, 2109]
- article-paragraph: رپورٹ کے مطابق گزشتہ مالی سال کے اسی عرصے کے مقابلے میں نمایاں اضافہ ریکارڈ کیا گیا ہے۔ ماہرین کا کہنا ہے کہ یہ رجحان معیشت کے لیے خوش آئند ہے تاہم اس کو برقرار رکھنے کے لیے مسلسل پالیسی تسلسل ضروری ہے۔: [355, 1853, 592, 1894]
- headline-ustaad[interactable]: استاد کی عظمت لازوال اور بے مثال ہے، شیخ نعیم طاہر: [140, 1239, 468, 1254]
- article-body: [603, 2006, 943, 2048]
- article-paragraph: ذرائع کے مطابق اجلاس میں صوبائی وزراء، چیف سیکرٹری اور متعلقہ محکموں کے سیکرٹریز نے شرکت کی۔ اجلاس میں امن و امان کی مجموعی صورتحال کا بھی جائزہ لیا گیا اور قانون نافذ کرنے والے اداروں کو مزید فعال بنانے پر زور دیا گیا۔ شرکاء نے کہا کہ عوام کے جان و مال کا تحفظ ریاست کی بنیادی ذمہ داری ہے اور اس سلسلے میں کسی قسم کی کوتاہی نہیں ہونی چاہیے۔ اس موقع پر مختلف تجاویز پر بھی غور کیا گیا۔: [603, 1256, 828, 1382]
- provincial-feature-box: [16, 651, 592, 708]
- bottom-photo-row: [16, 1959, 592, 2138]
- headline-tanzeem[interactable]: ہم اور فیصر احسانی فوج میں کسمٹ ریلوے اسٹیشن: [635, 1920, 911, 1933]
- photo-caption: لاہور: نوجوان کرکٹ کھیلنے میں مصروف ہیں، فائل فوٹو: [324, 2088, 520, 2097]
- article-paragraph: مقررین نے اپنے خطاب میں کہا کہ معاشرے میں رواداری اور بھائی چارے کو فروغ دینا وقت کی اہم ضرورت ہے۔ انہوں نے کہا کہ تعلیم ہی وہ واحد راستہ ہے جس سے قوموں کی تقدیر بدلتی ہے اور ہمیں اپنی نئی نسل کی تربیت پر خصوصی توجہ دینی ہوگی۔ تقریب کے اختتام پر ملک کی سلامتی اور ترقی کے لیے خصوصی دعا کرائی گئی۔: [16, 882, 126, 997]
- article-paragraph: اس موقع پر کثیر تعداد میں شہریوں نے شرکت کی اور اپنے مطالبات پیش کیے۔ حکام نے یقین دہانی کرائی کہ تمام مسائل کو ترجیحی بنیادوں پر حل کیا جائے گا اور متعلقہ اداروں کو ہدایات جاری کر دی گئی ہیں۔ شہریوں نے اقدامات کو سراہتے ہوئے کہا کہ اس سے مشکلات میں کمی آئے گی۔: [718, 1256, 828, 1360]
- article-body: [954, 1150, 1259, 1234]
- strap-budget-services: مالی سال کے دوسرے مہینے میں گزشتہ سال کے اسی عرصے کے مقابلے میں 8.41 فیصد اضافہ ریکارڈ کیا گیا: [603, 1797, 943, 1822]
- portrait: [401, 826, 592, 878]
- portrait: [363, 729, 477, 821]
- article-paragraph: لاہور (این این آئی) وزیراعلیٰ پنجاب مریم نواز شریف نے کہا ہے کہ صوبے میں ترقیاتی منصوبوں کی رفتار کو تیز کیا جائے اور عوام کو ریلیف فراہم کرنے کے لیے تمام وسائل بروئے کار لائے جائیں۔ انہوں نے کہا کہ شہریوں کی سہولت اولین ترجیح ہے اور کسی بھی سطح پر غفلت برداشت نہیں کی جائے گی۔ اجلاس میں متعلقہ حکام نے بریفنگ دی کہ جاری منصوبے مقررہ مدت میں مکمل کر لیے جائیں گے۔ وزیراعلیٰ نے ہدایت کی کہ معیار پر کوئی سمجھوتہ نہ کیا جائے اور نگرانی کا نظام مزید مؤثر بنایا جائے۔ انہوں نے کہا کہ عوامی شکایات کے ازالے کے لیے خصوصی ڈیسک قائم کیے جائیں گے۔: [311, 104, 466, 323]
- photo-shalimar-flooded-street: [231, 328, 466, 448]
- article-paragraph: مقررین نے اپنے خطاب میں کہا کہ معاشرے میں رواداری اور بھائی چارے کو فروغ دینا وقت کی اہم ضرورت ہے۔ انہوں نے کہا کہ تعلیم ہی وہ واحد راستہ ہے جس سے قوموں کی تقدیر بدلتی ہے اور ہمیں اپنی نئی نسل کی تربیت پر خصوصی توجہ دینی ہوگی۔ تقریب کے اختتام پر ملک کی سلامتی اور ترقی کے لیے خصوصی دعا کرائی گئی۔: [834, 1256, 943, 1371]
- article-paragraph: ذرائع کے مطابق اجلاس میں صوبائی وزراء، چیف سیکرٹری اور متعلقہ محکموں کے سیکرٹریز نے شرکت کی۔ اجلاس میں امن و امان کی مجموعی صورتحال کا بھی جائزہ لیا گیا اور قانون نافذ کرنے والے اداروں کو مزید فعال بنانے پر زور دیا گیا۔ شرکاء نے کہا کہ عوام کے جان و مال کا تحفظ ریاست کی بنیادی ذمہ داری ہے اور اس سلسلے میں کسی قسم کی کوتاہی نہیں ہونی چاہیے۔ اس موقع پر مختلف تجاویز پر بھی غور کیا گیا۔: [132, 1258, 476, 1332]
- band4-col-centre: [603, 1647, 943, 2306]
- headline-daria[interactable]: دریا وں اور نالوں میں طغیانی کا خدشہ: [671, 1990, 875, 2003]
- article-body: [16, 1664, 592, 1727]
- stats-table-body: [604, 2054, 943, 2109]
- article-paragraph: لاہور (این این آئی) وزیراعلیٰ پنجاب مریم نواز شریف نے کہا ہے کہ صوبے میں ترقیاتی منصوبوں کی رفتار کو تیز کیا جائے اور عوام کو ریلیف فراہم کرنے کے لیے تمام وسائل بروئے کار لائے جائیں۔ انہوں نے کہا کہ شہریوں کی سہولت اولین ترجیح ہے اور کسی بھی سطح پر غفلت برداشت نہیں کی جائے گی۔ اجلاس میں متعلقہ حکام نے بریفنگ دی کہ جاری منصوبے مقررہ مدت میں مکمل کر لیے جائیں گے۔ وزیراعلیٰ نے ہدایت کی کہ معیار پر کوئی سمجھوتہ نہ کیا جائے اور نگرانی کا نظام مزید مؤثر بنایا جائے۔ انہوں نے کہا کہ عوامی شکایات کے ازالے کے لیے خصوصی ڈیسک قائم کیے جائیں گے۔: [1054, 114, 1259, 301]
- photo-bird-shop: [954, 2142, 1259, 2292]
- sub-col-b: [16, 1841, 347, 1895]
- table-row: [604, 2087, 943, 2098]
- column-separator: [1048, 39, 1049, 645]
- column-separator: [597, 1240, 598, 1641]
- article-body: [16, 1044, 592, 1117]
- headline-politics-siyasat[interactable]: ہم اور فیصر احسانی فوج میں کسمٹ ریلوے اسٹیشن: [969, 1240, 1244, 1253]
- article-paragraph: لاہور (این این آئی) وزیراعلیٰ پنجاب مریم نواز شریف نے کہا ہے کہ صوبے میں ترقیاتی منصوبوں کی رفتار کو تیز کیا جائے اور عوام کو ریلیف فراہم کرنے کے لیے تمام وسائل بروئے کار لائے جائیں۔ انہوں نے کہا کہ شہریوں کی سہولت اولین ترجیح ہے اور کسی بھی سطح پر غفلت برداشت نہیں کی جائے گی۔ اجلاس میں متعلقہ حکام نے بریفنگ دی کہ جاری منصوبے مقررہ مدت میں مکمل کر لیے جائیں گے۔ وزیراعلیٰ نے ہدایت کی کہ معیار پر کوئی سمجھوتہ نہ کیا جائے اور نگرانی کا نظام مزید مؤثر بنایا جائے۔ انہوں نے کہا کہ عوامی شکایات کے ازالے کے لیے خصوصی ڈیسک قائم کیے جائیں گے۔: [784, 114, 934, 353]
- article-body: [231, 105, 466, 325]
- cell-value: 111: [686, 2087, 795, 2098]
- top-col-4: [784, 39, 934, 645]
- headline-hindu-muslim[interactable]: ہندو مسلم فسادات، مذہب کے نام پر سیاست کرنے والے مودی کے میڈیا کا پول کھلا: [789, 366, 929, 403]
- cell-value: 440: [686, 2076, 795, 2087]
- photo-books-wrap: [1139, 745, 1259, 1082]
- column-separator: [939, 39, 940, 645]
- divider: [603, 1773, 943, 1774]
- article-paragraph: انہوں نے مزید کہا کہ تعلیم اور صحت کے شعبوں میں اصلاحات کا عمل جاری ہے اور آئندہ چند ماہ میں اس کے مثبت نتائج سامنے آئیں گے۔ نوجوانوں کو ہنر مند بنانے کے لیے خصوصی پروگرام شروع کیے جا رہے ہیں تاکہ روزگار کے مواقع پیدا ہوں۔ معاشی استحکام کے لیے سرمایہ کاروں کو سہولیات دی جا رہی ہیں۔: [701, 114, 773, 280]
- portrait: [16, 826, 207, 878]
- article-paragraph: انہوں نے مزید کہا کہ تعلیم اور صحت کے شعبوں میں اصلاحات کا عمل جاری ہے اور آئندہ چند ماہ میں اس کے مثبت نتائج سامنے آئیں گے۔ نوجوانوں کو ہنر مند بنانے کے لیے خصوصی پروگرام شروع کیے جا رہے ہیں تاکہ روزگار کے مواقع پیدا ہوں۔ معاشی استحکام کے لیے سرمایہ کاروں کو سہولیات دی جا رہی ہیں۔: [16, 1258, 243, 1332]
- strap-stock-delisting: 1300 روپے فی حصص کی پیشکش کر دی ہے: [623, 86, 773, 111]
- headline-ni-bank[interactable]: نیشنل بینک کی شرح منافع میں اضافہ: [96, 1841, 267, 1852]
- headline-punjab-rain[interactable]: پنجاب بھر میں بارش، بالائی پنجاب کی ڈاکٹر احسان بھلہ: [794, 39, 924, 81]
- article-body: [603, 1411, 943, 1474]
- band-divider: [16, 1236, 1259, 1238]
- column-separator: [948, 1240, 949, 1641]
- article-body: [16, 1982, 243, 2139]
- column-separator: [597, 651, 598, 1233]
- article-paragraph: لاہور (این این آئی) وزیراعلیٰ پنجاب مریم نواز شریف نے کہا ہے کہ صوبے میں ترقیاتی منصوبوں کی رفتار کو تیز کیا جائے اور عوام کو ریلیف فراہم کرنے کے لیے تمام وسائل بروئے کار لائے جائیں۔ انہوں نے کہا کہ شہریوں کی سہولت اولین ترجیح ہے اور کسی بھی سطح پر غفلت برداشت نہیں کی جائے گی۔ اجلاس میں متعلقہ حکام نے بریفنگ دی کہ جاری منصوبے مقررہ مدت میں مکمل کر لیے جائیں گے۔ وزیراعلیٰ نے ہدایت کی کہ معیار پر کوئی سمجھوتہ نہ کیا جائے اور نگرانی کا نظام مزید مؤثر بنایا جائے۔ انہوں نے کہا کہ عوامی شکایات کے ازالے کے لیے خصوصی ڈیسک قائم کیے جائیں گے۔: [954, 1256, 1155, 1371]
- article-paragraph: مقررین نے اپنے خطاب میں کہا کہ معاشرے میں رواداری اور بھائی چارے کو فروغ دینا وقت کی اہم ضرورت ہے۔ انہوں نے کہا کہ تعلیم ہی وہ واحد راستہ ہے جس سے قوموں کی تقدیر بدلتی ہے اور ہمیں اپنی نئی نسل کی تربیت پر خصوصی توجہ دینی ہوگی۔ تقریب کے اختتام پر ملک کی سلامتی اور ترقی کے لیے خصوصی دعا کرائی گئی۔: [132, 1982, 243, 2096]
- headline-kabila[interactable]: کابل کے قبائلی علاقے مستقل والا ہے بڑی تنخواہ قائم کر دی گئی: [136, 1647, 472, 1660]
- divider: [784, 359, 934, 360]
- article-paragraph: اس موقع پر کثیر تعداد میں شہریوں نے شرکت کی اور اپنے مطالبات پیش کیے۔ حکام نے یقین دہانی کرائی کہ تمام مسائل کو ترجیحی بنیادوں پر حل کیا جائے گا اور متعلقہ اداروں کو ہدایات جاری کر دی گئی ہیں۔ شہریوں نے اقدامات کو سراہتے ہوئے کہا کہ اس سے مشکلات میں کمی آئے گی۔: [453, 1043, 592, 1116]
- column-separator: [351, 1841, 352, 1895]
- policy-body-row: [954, 745, 1259, 1082]
- band4-col-right: [954, 1647, 1259, 2306]
- article-body: [1054, 114, 1259, 302]
- photo-caption: لاہور: شہری شجر کاری مہم کے تحت پودے لگانے میں مصروف ہیں: [993, 1547, 1220, 1556]
- headline-gov-school[interactable]: گورنمنٹ سنٹرل ماڈل سکول ریلوے روڈ لاہور کے اساتذہ کا اعزاز: [958, 1647, 1255, 1673]
- band3-col-centre: [603, 1240, 943, 1641]
- cell-pct: 22: [604, 2054, 687, 2065]
